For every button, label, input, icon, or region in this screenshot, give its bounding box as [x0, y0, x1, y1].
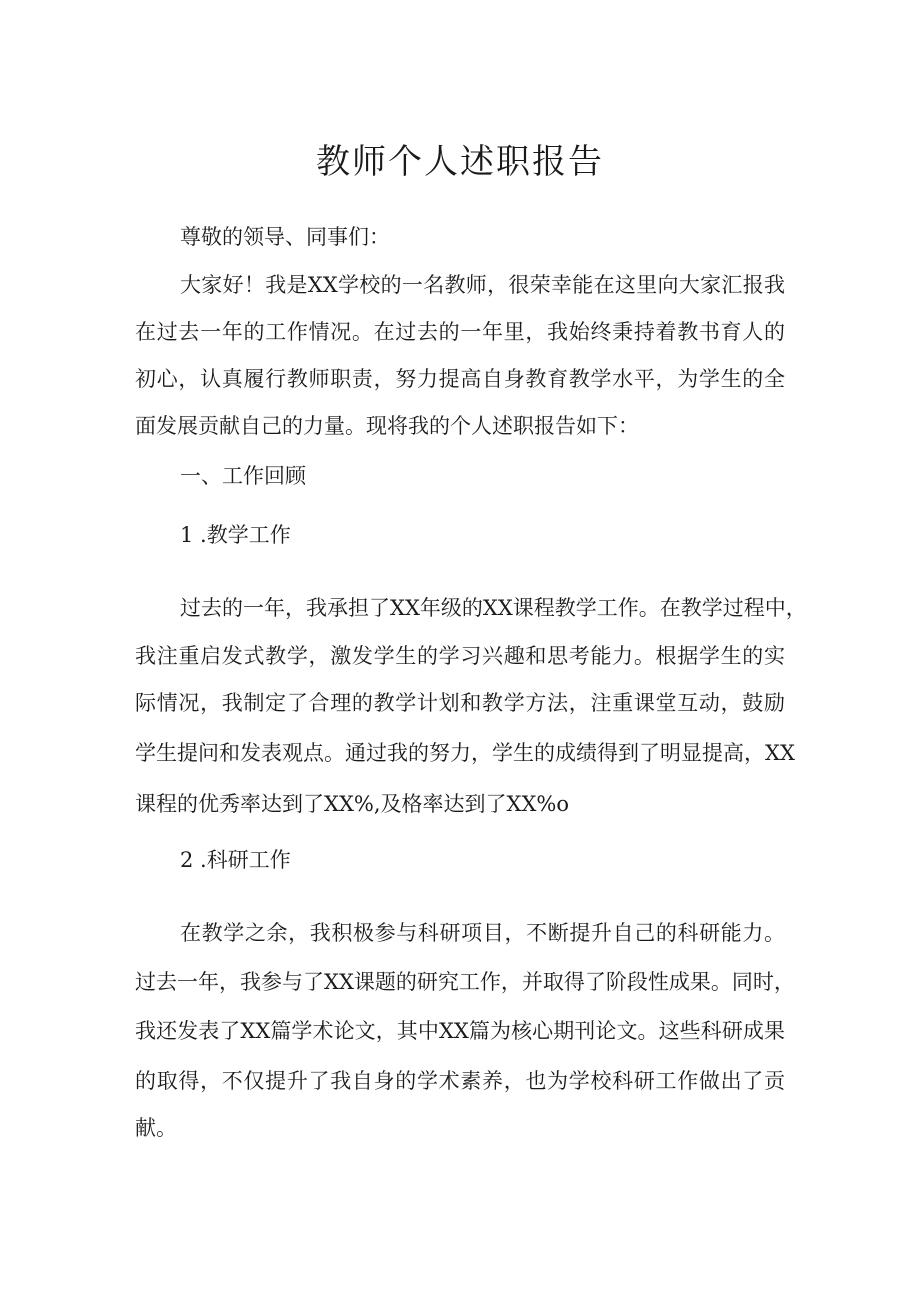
research-line: 的取得，不仅提升了我自身的学术素养，也为学校科研工作做出了贡	[135, 1069, 785, 1093]
teaching-line: 过去的一年，我承担了XX年级的XX课程教学工作。在教学过程中，	[180, 596, 807, 620]
teaching-line: 际情况，我制定了合理的教学计划和教学方法，注重课堂互动，鼓励	[135, 691, 785, 715]
subsection-heading-research: 2 .科研工作	[180, 848, 291, 872]
research-line: 在教学之余，我积极参与科研项目，不断提升自己的科研能力。	[180, 921, 785, 945]
research-line: 献。	[135, 1116, 177, 1140]
research-line: 过去一年，我参与了XX课题的研究工作，并取得了阶段性成果。同时，	[135, 970, 795, 994]
intro-line: 初心，认真履行教师职责，努力提高自身教育教学水平，为学生的全	[135, 367, 785, 391]
teaching-line: 学生提问和发表观点。通过我的努力，学生的成绩得到了明显提高，XX	[135, 741, 795, 765]
section-heading: 一、工作回顾	[180, 464, 306, 488]
greeting: 尊敬的领导、同事们：	[180, 225, 390, 249]
research-line: 我还发表了XX篇学术论文，其中XX篇为核心期刊论文。这些科研成果	[135, 1019, 785, 1043]
page-title: 教师个人述职报告	[316, 142, 604, 182]
subsection-heading-teaching: 1 .教学工作	[180, 523, 291, 547]
intro-line: 面发展贡献自己的力量。现将我的个人述职报告如下：	[135, 414, 639, 438]
teaching-line: 我注重启发式教学，激发学生的学习兴趣和思考能力。根据学生的实	[135, 644, 785, 668]
teaching-line: 课程的优秀率达到了XX%,及格率达到了XX%o	[135, 792, 570, 816]
intro-line: 大家好！我是XX学校的一名教师，很荣幸能在这里向大家汇报我	[180, 273, 785, 297]
intro-line: 在过去一年的工作情况。在过去的一年里，我始终秉持着教书育人的	[135, 320, 785, 344]
